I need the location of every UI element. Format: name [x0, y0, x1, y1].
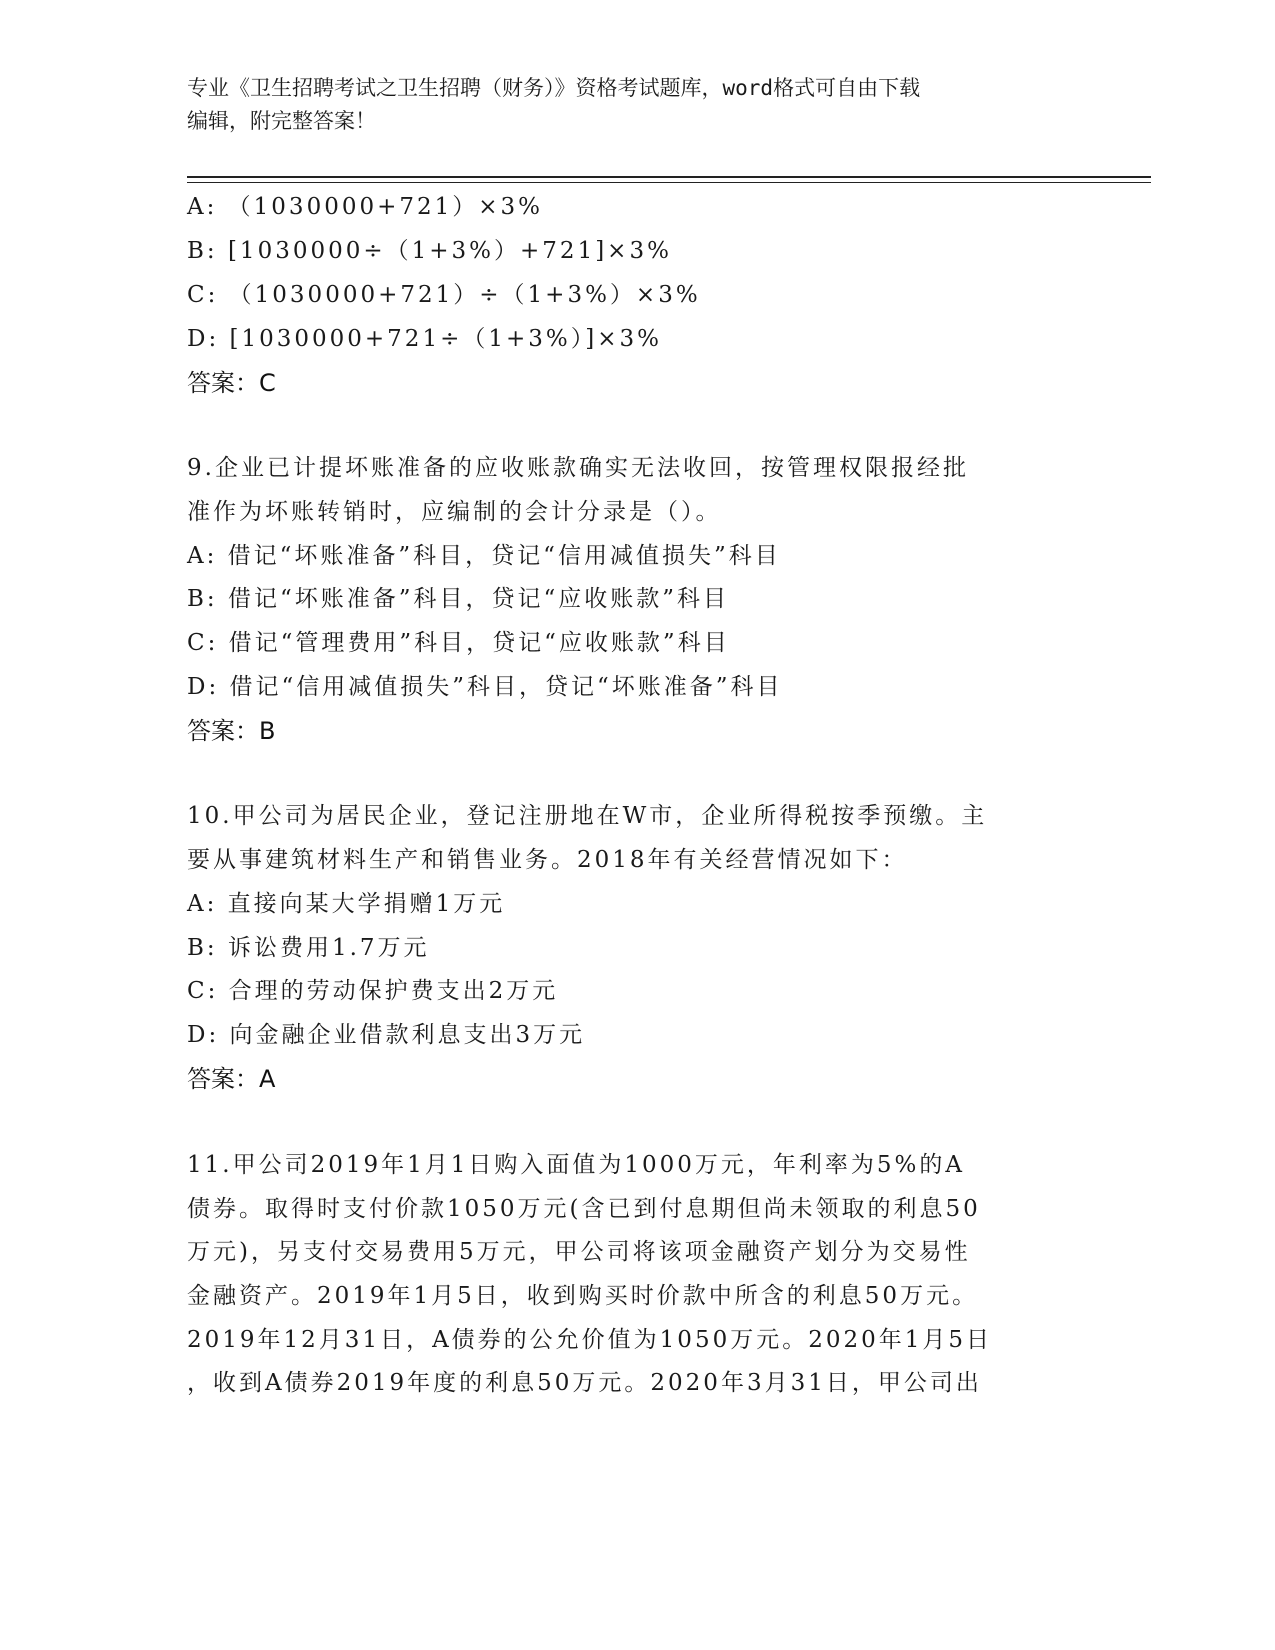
q11-stem-line-2: 债券。取得时支付价款1050万元(含已到付息期但尚未领取的利息50	[187, 1196, 981, 1222]
q10-stem-line-1: 10.甲公司为居民企业，登记注册地在W市，企业所得税按季预缴。主	[187, 803, 988, 829]
q11-stem-line-5: 2019年12月31日，A债券的公允价值为1050万元。2020年1月5日	[187, 1327, 993, 1353]
q10-option-b: B: 诉讼费用1.7万元	[187, 935, 430, 961]
q8-option-b: B: [1030000÷（1+3%）+721]×3%	[187, 238, 672, 264]
header-divider-thick	[187, 176, 1151, 178]
header-line-2: 编辑，附完整答案！	[187, 109, 376, 133]
q9-option-b: B: 借记“坏账准备”科目，贷记“应收账款”科目	[187, 586, 729, 612]
q9-option-a: A: 借记“坏账准备”科目，贷记“信用减值损失”科目	[187, 543, 781, 569]
q11-stem-line-4: 金融资产。2019年1月5日，收到购买时价款中所含的利息50万元。	[187, 1283, 979, 1309]
q8-option-c: C: （1030000+721）÷（1+3%）×3%	[187, 282, 701, 308]
header-line-1: 专业《卫生招聘考试之卫生招聘（财务）》资格考试题库，word格式可自由下载	[187, 76, 921, 100]
q9-stem-line-2: 准作为坏账转销时，应编制的会计分录是（）。	[187, 499, 722, 525]
q10-option-c: C: 合理的劳动保护费支出2万元	[187, 978, 559, 1004]
q8-option-d: D: [1030000+721÷（1+3%）]×3%	[187, 326, 662, 352]
q9-stem-line-1: 9.企业已计提坏账准备的应收账款确实无法收回，按管理权限报经批	[187, 455, 969, 481]
q10-option-d: D: 向金融企业借款利息支出3万元	[187, 1022, 586, 1048]
page-header	[187, 72, 1087, 138]
q9-option-d: D: 借记“信用减值损失”科目，贷记“坏账准备”科目	[187, 674, 783, 700]
q10-option-a: A: 直接向某大学捐赠1万元	[187, 891, 506, 917]
q11-stem-line-3: 万元)，另支付交易费用5万元，甲公司将该项金融资产划分为交易性	[187, 1239, 971, 1265]
q8-answer: 答案：C	[187, 369, 276, 397]
q9-option-c: C: 借记“管理费用”科目，贷记“应收账款”科目	[187, 630, 730, 656]
q10-stem-line-2: 要从事建筑材料生产和销售业务。2018年有关经营情况如下：	[187, 847, 908, 873]
q8-option-a: A: （1030000+721）×3%	[187, 194, 544, 220]
q10-answer: 答案：A	[187, 1065, 276, 1093]
q11-stem-line-6: ，收到A债券2019年度的利息50万元。2020年3月31日，甲公司出	[187, 1370, 982, 1396]
q11-stem-line-1: 11.甲公司2019年1月1日购入面值为1000万元，年利率为5%的A	[187, 1152, 966, 1178]
header-divider-thin	[187, 182, 1151, 183]
q9-answer: 答案：B	[187, 717, 276, 745]
